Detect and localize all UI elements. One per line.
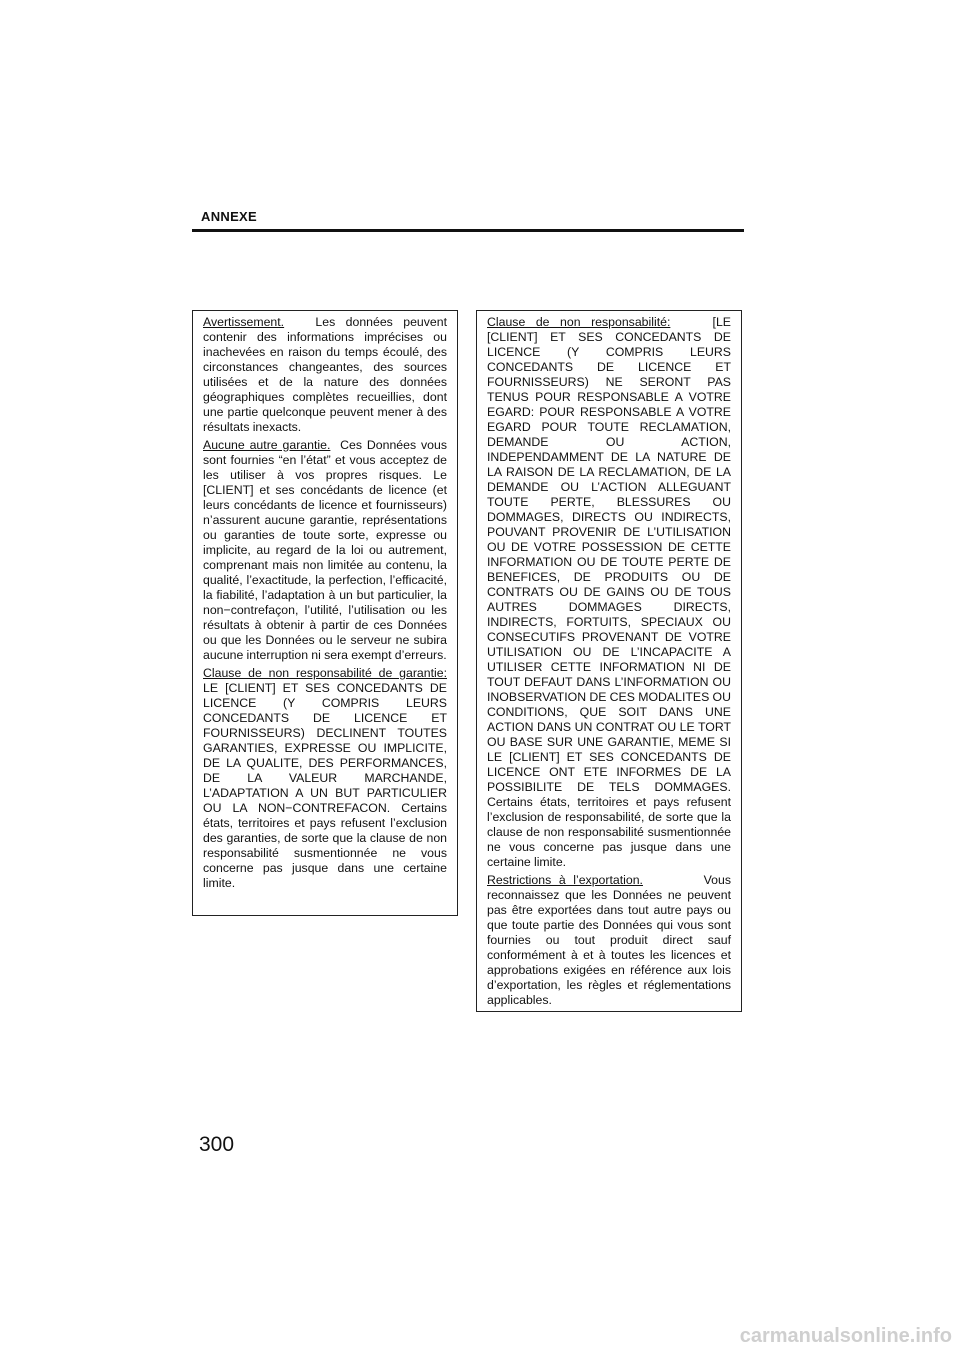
paragraph-body: [LE [CLIENT] ET SES CONCEDANTS DE LICENCE (Y COMPRIS LEURS CONCEDANTS DE LICENCE ET FOURNISSEURS) NE SERONT PAS TENUS POUR RESPONSABLE A VOTRE EGARD: POUR RESPONSABLE A VOTRE EGARD POUR TOUTE RECLAMATION, DEMANDE OU ACTION, INDEPENDAMMENT DE LA NATURE DE LA RAISON DE LA RECLAMATION, DE LA DEMANDE OU L’ACTION ALLEGUANT TOUTE PERTE, BLESSURES OU DOMMAGES, DIRECTS OU INDIRECTS, POUVANT PROVENIR DE L’UTILISATION OU DE VOTRE POSSESSION DE CETTE INFORMATION OU DE TOUTE PERTE DE BENEFICES, DE PRODUITS OU DE CONTRATS OU DE GAINS OU DE TOUS AUTRES DOMMAGES DIRECTS, INDIRECTS, FORTUITS, SPECIAUX OU CONSECUTIFS PROVENANT DE VOTRE UTILISATION OU DE L’INCAPACITE A UTILISER CETTE INFORMATION NI DE TOUT DEFAUT DANS L’INFORMATION OU INOBSERVATION DE CES MODALITES OU CONDITIONS, QUE SOIT DANS UNE ACTION DANS UN CONTRAT OU LE TORT OU BASE SUR UNE GARANTIE, MEME SI LE [CLIENT] ET SES CONCEDANTS DE LICENCE ONT ETE INFORMES DE LA POSSIBILITE DE TELS DOMMAGES. Certains états, territoires et pays refusent l’exclusion de responsabilité, de sorte que la clause de non responsabilité susmentionnée ne vous concerne pas jusque dans une certaine limite. <box>487 315 731 869</box>
paragraph-clause-responsabilite <box>487 315 731 870</box>
watermark: carmanualsonline.info <box>739 1325 952 1347</box>
paragraph-body: LE [CLIENT] ET SES CONCEDANTS DE LICENCE (Y COMPRIS LEURS CONCEDANTS DE LICENCE ET FOURNISSEURS) DECLINENT TOUTES GARANTIES, EXPRESSE OU IMPLICITE, DE LA QUALITE, DES PERFORMANCES, DE LA VALEUR MARCHANDE, L’ADAPTATION A UN BUT PARTICULIER OU LA NON−CONTREFACON. Certains états, territoires et pays refusent l’exclusion des garanties, de sorte que la clause de non responsabilité susmentionnée ne vous concerne pas jusque dans une certaine limite. <box>203 681 447 890</box>
left-text-box <box>192 310 458 916</box>
paragraph-lead: Clause de non responsabilité: <box>487 315 671 329</box>
page-number: 300 <box>199 1133 235 1156</box>
paragraph-lead: Aucune autre garantie. <box>203 438 331 452</box>
header-rule <box>192 229 744 232</box>
paragraph-body: Vous reconnaissez que les Données ne peuvent pas être exportées dans tout autre pays ou que toute partie des Données qui vous sont fournies ou tout produit direct sauf conformément à et à toutes les licences et approbations exigées en référence aux lois d’exportation, les règles et réglementations applicables. <box>487 873 731 1007</box>
right-text-box <box>476 310 742 1012</box>
paragraph-body: Ces Données vous sont fournies “en l’état” et vous acceptez de les utiliser à vos propres risques. Le [CLIENT] et ses concédants de licence (et leurs concédants de licence et fournisseurs) n’assurent aucune garantie, représentations ou garanties de toute sorte, expresse ou implicite, au regard de la loi ou autrement, comprenant mais non limitée au contenu, la qualité, l’exactitude, la perfection, l’efficacité, la fiabilité, l’adaptation à un but particulier, la non−contrefaçon, l’utilité, l’utilisation ou les résultats à obtenir à partir de ces Données ou que les Données ou le serveur ne subira aucune interruption ni sera exempt d’erreurs. <box>203 438 447 662</box>
paragraph-avertissement <box>203 315 447 435</box>
paragraph-aucune-garantie <box>203 438 447 663</box>
paragraph-lead: Restrictions à l’exportation. <box>487 873 643 887</box>
paragraph-restrictions-export <box>487 873 731 1008</box>
paragraph-body: Les données peuvent contenir des informations imprécises ou inachevées en raison du temps écoulé, des circonstances changeantes, des sources utilisées et de la nature des données géographiques complètes recueillies, dont une partie quelconque peuvent mener à des résultats inexacts. <box>203 315 448 434</box>
paragraph-lead: Clause de non responsabilité de garantie: <box>203 666 447 680</box>
paragraph-clause-garantie <box>203 666 447 891</box>
paragraph-lead: Avertissement. <box>203 315 285 329</box>
section-header: ANNEXE <box>201 209 257 224</box>
